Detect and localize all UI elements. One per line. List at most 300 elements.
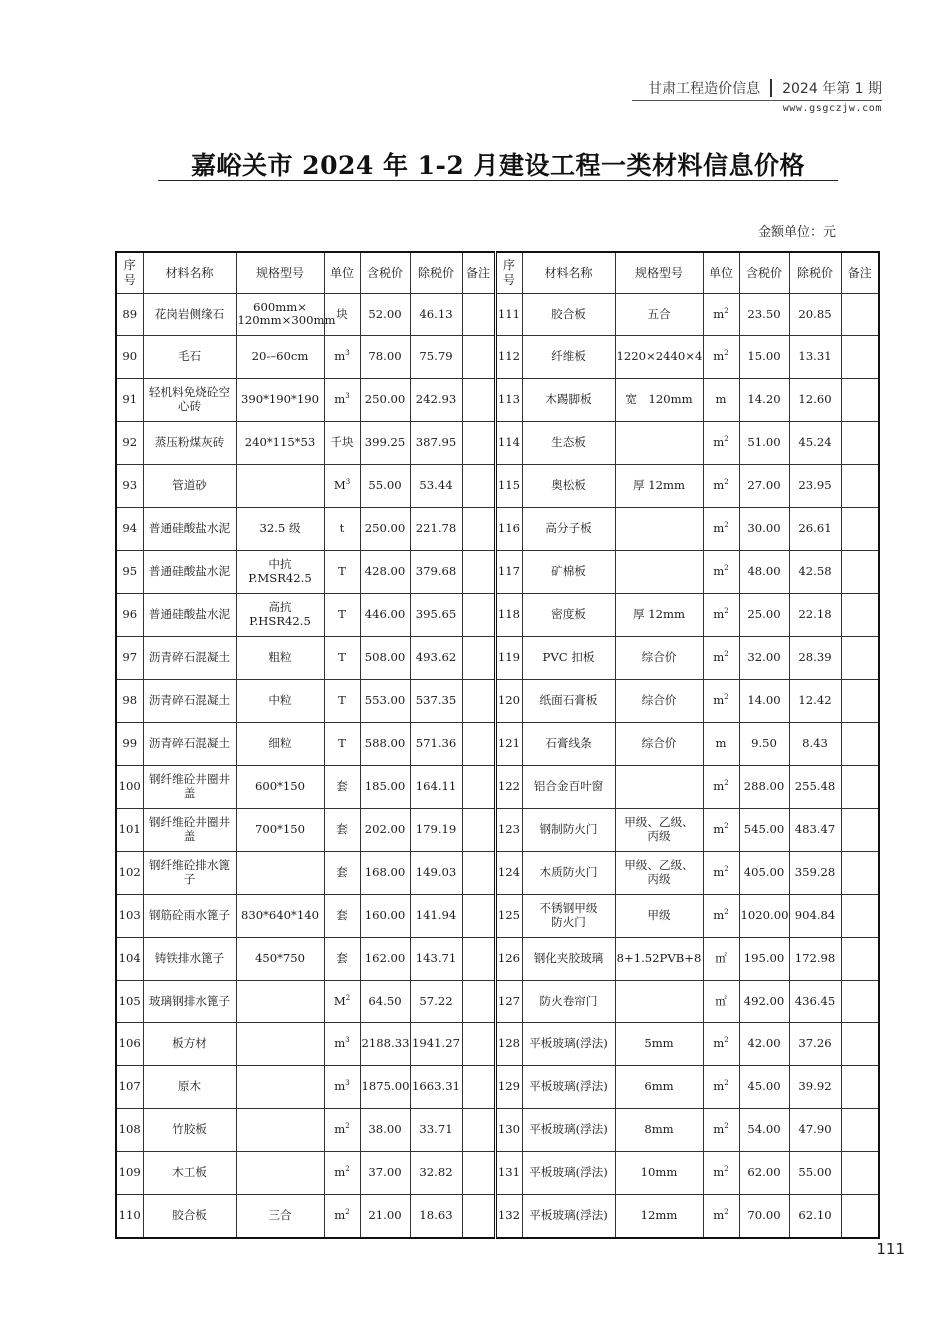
- table-row: [116, 422, 879, 465]
- note-cell: [462, 293, 495, 336]
- material-name-cell: [143, 1023, 236, 1066]
- unit-cell: [324, 1195, 360, 1238]
- spec-cell: [615, 508, 703, 551]
- spec: 600mm× 120mm×300mm: [237, 299, 336, 328]
- item-no: 105: [118, 993, 141, 1008]
- table-header-row: [116, 252, 879, 293]
- price-excl-tax-cell: [789, 293, 841, 336]
- price-excl-tax: 53.44: [419, 478, 453, 493]
- col-header-note: 备注: [462, 252, 495, 293]
- item-no: 116: [497, 521, 521, 536]
- price-excl-tax-cell: [410, 980, 462, 1023]
- material-name-cell: [143, 980, 236, 1023]
- material-name-cell: [522, 1023, 615, 1066]
- unit: m: [713, 864, 725, 879]
- price-excl-tax-cell: [789, 808, 841, 851]
- item-no: 96: [122, 607, 138, 622]
- price-excl-tax: 483.47: [794, 821, 836, 836]
- note-cell: [841, 937, 879, 980]
- unit: m: [713, 478, 725, 493]
- item-no: 126: [497, 950, 521, 965]
- item-no: 93: [122, 478, 138, 493]
- price-excl-tax: 436.45: [794, 993, 836, 1008]
- unit: m: [715, 392, 727, 407]
- note-cell: [462, 851, 495, 894]
- unit: T: [338, 692, 346, 707]
- item-no: 117: [497, 564, 521, 579]
- spec-cell: [615, 379, 703, 422]
- spec-cell: [615, 1152, 703, 1195]
- item-no-cell: [116, 1109, 143, 1152]
- price-excl-tax-cell: [789, 851, 841, 894]
- spec-cell: [236, 894, 324, 937]
- material-name: 钢筋砼雨水篦子: [148, 907, 231, 922]
- item-no-cell: [495, 465, 522, 508]
- note-cell: [841, 637, 879, 680]
- spec-cell: [615, 765, 703, 808]
- table-row: [116, 293, 879, 336]
- unit-cell: [703, 851, 739, 894]
- unit-exponent: 3: [345, 1036, 350, 1045]
- price-excl-tax: 1941.27: [412, 1036, 460, 1051]
- table-row: [116, 637, 879, 680]
- price-excl-tax-cell: [789, 679, 841, 722]
- item-no-cell: [116, 465, 143, 508]
- material-name-cell: [522, 293, 615, 336]
- note-cell: [462, 722, 495, 765]
- item-no: 102: [118, 864, 141, 879]
- note-cell: [462, 980, 495, 1023]
- unit: ㎡: [715, 950, 727, 965]
- price-excl-tax: 395.65: [415, 607, 457, 622]
- unit: M: [333, 993, 346, 1008]
- note-cell: [841, 336, 879, 379]
- material-name: 花岗岩侧缘石: [154, 306, 225, 321]
- unit-cell: [703, 551, 739, 594]
- col-header-note: 备注: [841, 252, 879, 293]
- spec-cell: [615, 594, 703, 637]
- spec-cell: [615, 465, 703, 508]
- price-incl-tax-cell: [739, 422, 789, 465]
- spec: 8+1.52PVB+8: [616, 950, 702, 965]
- price-incl-tax: 15.00: [747, 349, 781, 364]
- price-incl-tax-cell: [360, 1152, 410, 1195]
- unit-cell: [703, 1152, 739, 1195]
- spec: 240*115*53: [244, 435, 316, 450]
- item-no-cell: [495, 851, 522, 894]
- unit: m: [713, 1036, 725, 1051]
- note-cell: [462, 379, 495, 422]
- unit: 套: [336, 907, 348, 922]
- col-header-unit: 单位: [324, 252, 360, 293]
- item-no: 91: [122, 392, 138, 407]
- spec: 10mm: [640, 1165, 678, 1180]
- price-excl-tax: 179.19: [415, 821, 457, 836]
- price-incl-tax: 21.00: [368, 1207, 402, 1222]
- price-incl-tax-cell: [739, 1152, 789, 1195]
- item-no-cell: [495, 1152, 522, 1195]
- material-name-cell: [522, 594, 615, 637]
- unit: m: [334, 1079, 346, 1094]
- unit: m: [713, 564, 725, 579]
- spec-cell: [236, 1023, 324, 1066]
- price-incl-tax: 250.00: [364, 392, 406, 407]
- unit-cell: [703, 722, 739, 765]
- material-name: 木工板: [172, 1165, 207, 1180]
- price-excl-tax-cell: [410, 508, 462, 551]
- unit-exponent: 2: [724, 1208, 729, 1217]
- item-no-cell: [495, 379, 522, 422]
- unit-exponent: 2: [724, 864, 729, 873]
- price-incl-tax: 492.00: [743, 993, 785, 1008]
- material-name-cell: [143, 551, 236, 594]
- item-no-cell: [495, 808, 522, 851]
- table-row: [116, 1023, 879, 1066]
- price-incl-tax: 54.00: [747, 1122, 781, 1137]
- col-header-no: 序号: [495, 252, 522, 293]
- unit-cell: [703, 1195, 739, 1238]
- note-cell: [841, 894, 879, 937]
- unit: 套: [336, 950, 348, 965]
- item-no: 115: [497, 478, 521, 493]
- spec-cell: [236, 808, 324, 851]
- col-header-notax-price: 除税价: [789, 252, 841, 293]
- spec: 中粒: [268, 692, 292, 707]
- price-excl-tax: 149.03: [415, 864, 457, 879]
- material-name: 铸铁排水篦子: [154, 950, 225, 965]
- table-row: [116, 894, 879, 937]
- price-incl-tax: 588.00: [364, 735, 406, 750]
- price-incl-tax-cell: [360, 1195, 410, 1238]
- price-excl-tax-cell: [410, 293, 462, 336]
- unit-cell: [703, 508, 739, 551]
- price-incl-tax: 1020.00: [740, 907, 789, 922]
- price-incl-tax: 162.00: [364, 950, 406, 965]
- unit-exponent: 2: [724, 907, 729, 916]
- price-excl-tax-cell: [410, 808, 462, 851]
- note-cell: [462, 1195, 495, 1238]
- unit-cell: [324, 465, 360, 508]
- item-no: 89: [122, 306, 138, 321]
- price-incl-tax-cell: [739, 1195, 789, 1238]
- item-no-cell: [495, 551, 522, 594]
- price-excl-tax-cell: [410, 851, 462, 894]
- item-no-cell: [495, 1195, 522, 1238]
- item-no-cell: [495, 679, 522, 722]
- item-no-cell: [116, 637, 143, 680]
- price-excl-tax: 39.92: [798, 1079, 832, 1094]
- item-no: 121: [497, 735, 521, 750]
- price-excl-tax-cell: [789, 1066, 841, 1109]
- material-name: 沥青碎石混凝土: [148, 692, 231, 707]
- unit-exponent: 2: [724, 564, 729, 573]
- material-name-cell: [143, 422, 236, 465]
- price-incl-tax-cell: [360, 937, 410, 980]
- unit-exponent: 2: [724, 521, 729, 530]
- price-excl-tax: 18.63: [419, 1207, 453, 1222]
- unit: m: [713, 821, 725, 836]
- unit-exponent: 2: [345, 1165, 350, 1174]
- price-excl-tax: 33.71: [419, 1122, 453, 1137]
- price-excl-tax-cell: [789, 336, 841, 379]
- item-no-cell: [116, 293, 143, 336]
- material-name-cell: [143, 465, 236, 508]
- material-name-cell: [143, 379, 236, 422]
- unit-cell: [324, 851, 360, 894]
- spec: 1220×2440×4: [616, 349, 703, 364]
- spec-cell: [615, 980, 703, 1023]
- item-no-cell: [116, 379, 143, 422]
- material-name-cell: [522, 679, 615, 722]
- material-name: 原木: [177, 1079, 202, 1094]
- unit-cell: [324, 894, 360, 937]
- note-cell: [462, 1066, 495, 1109]
- material-name-cell: [143, 1066, 236, 1109]
- price-excl-tax: 22.18: [798, 607, 832, 622]
- spec-cell: [236, 379, 324, 422]
- note-cell: [841, 422, 879, 465]
- item-no-cell: [116, 1195, 143, 1238]
- spec: 粗粒: [268, 650, 292, 665]
- spec-cell: [236, 551, 324, 594]
- material-name: 轻机料免烧砼空 心砖: [148, 385, 231, 414]
- item-no-cell: [495, 894, 522, 937]
- price-incl-tax-cell: [739, 980, 789, 1023]
- material-name-cell: [143, 894, 236, 937]
- material-name-cell: [143, 1195, 236, 1238]
- price-excl-tax-cell: [789, 594, 841, 637]
- material-name-cell: [522, 551, 615, 594]
- note-cell: [462, 1109, 495, 1152]
- price-incl-tax-cell: [360, 980, 410, 1023]
- table-row: [116, 551, 879, 594]
- spec: 厚 12mm: [632, 607, 686, 622]
- item-no-cell: [116, 508, 143, 551]
- material-name: 防火卷帘门: [539, 993, 598, 1008]
- material-name-cell: [522, 937, 615, 980]
- price-excl-tax-cell: [410, 765, 462, 808]
- price-excl-tax-cell: [789, 894, 841, 937]
- item-no-cell: [116, 980, 143, 1023]
- material-name: 普通硅酸盐水泥: [148, 521, 231, 536]
- spec-cell: [615, 1195, 703, 1238]
- price-excl-tax: 12.42: [798, 692, 832, 707]
- note-cell: [841, 1023, 879, 1066]
- material-name-cell: [143, 937, 236, 980]
- material-name-cell: [143, 765, 236, 808]
- price-incl-tax: 14.00: [747, 692, 781, 707]
- spec: 综合价: [641, 692, 677, 707]
- spec: 20-–60cm: [251, 349, 309, 364]
- item-no: 125: [497, 907, 521, 922]
- unit-cell: [703, 679, 739, 722]
- col-header-unit: 单位: [703, 252, 739, 293]
- unit-cell: [324, 336, 360, 379]
- price-excl-tax: 141.94: [415, 907, 457, 922]
- note-cell: [841, 465, 879, 508]
- price-excl-tax-cell: [410, 465, 462, 508]
- spec-cell: [615, 422, 703, 465]
- unit-cell: [324, 679, 360, 722]
- price-excl-tax-cell: [789, 1109, 841, 1152]
- item-no-cell: [495, 637, 522, 680]
- unit-cell: [703, 422, 739, 465]
- item-no-cell: [495, 594, 522, 637]
- spec-cell: [236, 679, 324, 722]
- price-incl-tax: 553.00: [364, 692, 406, 707]
- price-incl-tax: 288.00: [743, 778, 785, 793]
- unit-cell: [324, 379, 360, 422]
- price-incl-tax: 428.00: [364, 564, 406, 579]
- price-excl-tax: 26.61: [798, 521, 832, 536]
- price-excl-tax: 242.93: [415, 392, 457, 407]
- table-row: [116, 465, 879, 508]
- note-cell: [841, 508, 879, 551]
- material-name-cell: [522, 379, 615, 422]
- price-excl-tax-cell: [410, 722, 462, 765]
- note-cell: [462, 808, 495, 851]
- material-name-cell: [522, 980, 615, 1023]
- material-name-cell: [143, 722, 236, 765]
- note-cell: [841, 1195, 879, 1238]
- unit-cell: [703, 937, 739, 980]
- item-no: 95: [122, 564, 138, 579]
- spec-cell: [615, 937, 703, 980]
- item-no-cell: [116, 1066, 143, 1109]
- spec-cell: [236, 508, 324, 551]
- price-incl-tax-cell: [739, 937, 789, 980]
- price-excl-tax: 537.35: [415, 692, 457, 707]
- unit: 千块: [330, 435, 354, 450]
- item-no-cell: [495, 293, 522, 336]
- note-cell: [462, 1152, 495, 1195]
- price-excl-tax: 8.43: [802, 735, 828, 750]
- spec-cell: [236, 594, 324, 637]
- item-no: 109: [118, 1165, 141, 1180]
- unit-cell: [703, 637, 739, 680]
- spec-cell: [615, 722, 703, 765]
- price-excl-tax: 62.10: [798, 1207, 832, 1222]
- website-url: www.gsgczjw.com: [782, 103, 882, 114]
- price-excl-tax: 75.79: [419, 349, 453, 364]
- item-no: 119: [497, 650, 521, 665]
- material-name: 钢制防火门: [539, 821, 598, 836]
- price-incl-tax: 14.20: [747, 392, 781, 407]
- unit-cell: [324, 1066, 360, 1109]
- item-no-cell: [495, 508, 522, 551]
- unit: m: [715, 735, 727, 750]
- material-name: 钢纤维砼井圈井 盖: [148, 771, 231, 800]
- material-name-cell: [522, 336, 615, 379]
- unit-exponent: 2: [724, 1036, 729, 1045]
- table-row: [116, 937, 879, 980]
- spec-cell: [236, 1066, 324, 1109]
- price-excl-tax-cell: [410, 422, 462, 465]
- page-title: 嘉峪关市 2024 年 1-2 月建设工程一类材料信息价格: [190, 151, 806, 180]
- price-incl-tax-cell: [739, 808, 789, 851]
- material-name: 胶合板: [551, 306, 586, 321]
- note-cell: [841, 765, 879, 808]
- spec-cell: [615, 1066, 703, 1109]
- material-name: 钢纤维砼排水篦 子: [148, 857, 231, 886]
- price-incl-tax: 250.00: [364, 521, 406, 536]
- unit: T: [338, 735, 346, 750]
- price-excl-tax-cell: [410, 679, 462, 722]
- spec-cell: [615, 851, 703, 894]
- unit: T: [338, 607, 346, 622]
- item-no-cell: [116, 722, 143, 765]
- price-incl-tax: 23.50: [747, 306, 781, 321]
- item-no-cell: [495, 336, 522, 379]
- spec: 高抗 P.HSR42.5: [249, 600, 311, 629]
- price-incl-tax: 399.25: [364, 435, 406, 450]
- price-incl-tax: 48.00: [747, 564, 781, 579]
- item-no-cell: [116, 808, 143, 851]
- issue-label: 2024 年第 1 期: [782, 81, 882, 97]
- material-name: 管道砂: [172, 478, 207, 493]
- table-row: [116, 679, 879, 722]
- spec-cell: [236, 980, 324, 1023]
- price-incl-tax: 55.00: [368, 478, 402, 493]
- note-cell: [462, 508, 495, 551]
- table-row: [116, 1195, 879, 1238]
- material-name-cell: [522, 465, 615, 508]
- price-excl-tax-cell: [410, 1066, 462, 1109]
- price-excl-tax-cell: [789, 722, 841, 765]
- price-incl-tax: 45.00: [747, 1079, 781, 1094]
- price-incl-tax: 195.00: [743, 950, 785, 965]
- spec-cell: [236, 422, 324, 465]
- unit-cell: [703, 980, 739, 1023]
- item-no-cell: [116, 336, 143, 379]
- item-no: 112: [497, 349, 521, 364]
- item-no: 113: [497, 392, 521, 407]
- unit-cell: [703, 1109, 739, 1152]
- price-excl-tax: 904.84: [794, 907, 836, 922]
- material-name: 密度板: [551, 607, 586, 622]
- price-excl-tax-cell: [789, 1152, 841, 1195]
- item-no-cell: [116, 851, 143, 894]
- price-excl-tax-cell: [789, 465, 841, 508]
- spec-cell: [236, 765, 324, 808]
- table-row: [116, 1066, 879, 1109]
- unit: m: [713, 349, 725, 364]
- spec: 甲级、乙级、 丙级: [624, 814, 694, 843]
- spec: 细粒: [268, 735, 292, 750]
- price-incl-tax-cell: [360, 679, 410, 722]
- price-excl-tax: 23.95: [798, 478, 832, 493]
- material-name: 板方材: [172, 1036, 207, 1051]
- unit-exponent: 2: [724, 1165, 729, 1174]
- unit-cell: [703, 293, 739, 336]
- note-cell: [462, 422, 495, 465]
- table-row: [116, 336, 879, 379]
- price-incl-tax-cell: [739, 1023, 789, 1066]
- price-incl-tax: 185.00: [364, 778, 406, 793]
- unit: T: [338, 564, 346, 579]
- price-incl-tax-cell: [739, 851, 789, 894]
- price-excl-tax: 221.78: [415, 521, 457, 536]
- unit: m: [713, 778, 725, 793]
- price-excl-tax: 55.00: [798, 1165, 832, 1180]
- material-name-cell: [522, 1066, 615, 1109]
- price-incl-tax-cell: [360, 637, 410, 680]
- item-no-cell: [116, 1152, 143, 1195]
- material-name-cell: [143, 637, 236, 680]
- unit: m: [334, 392, 346, 407]
- price-incl-tax-cell: [360, 336, 410, 379]
- material-name-cell: [522, 637, 615, 680]
